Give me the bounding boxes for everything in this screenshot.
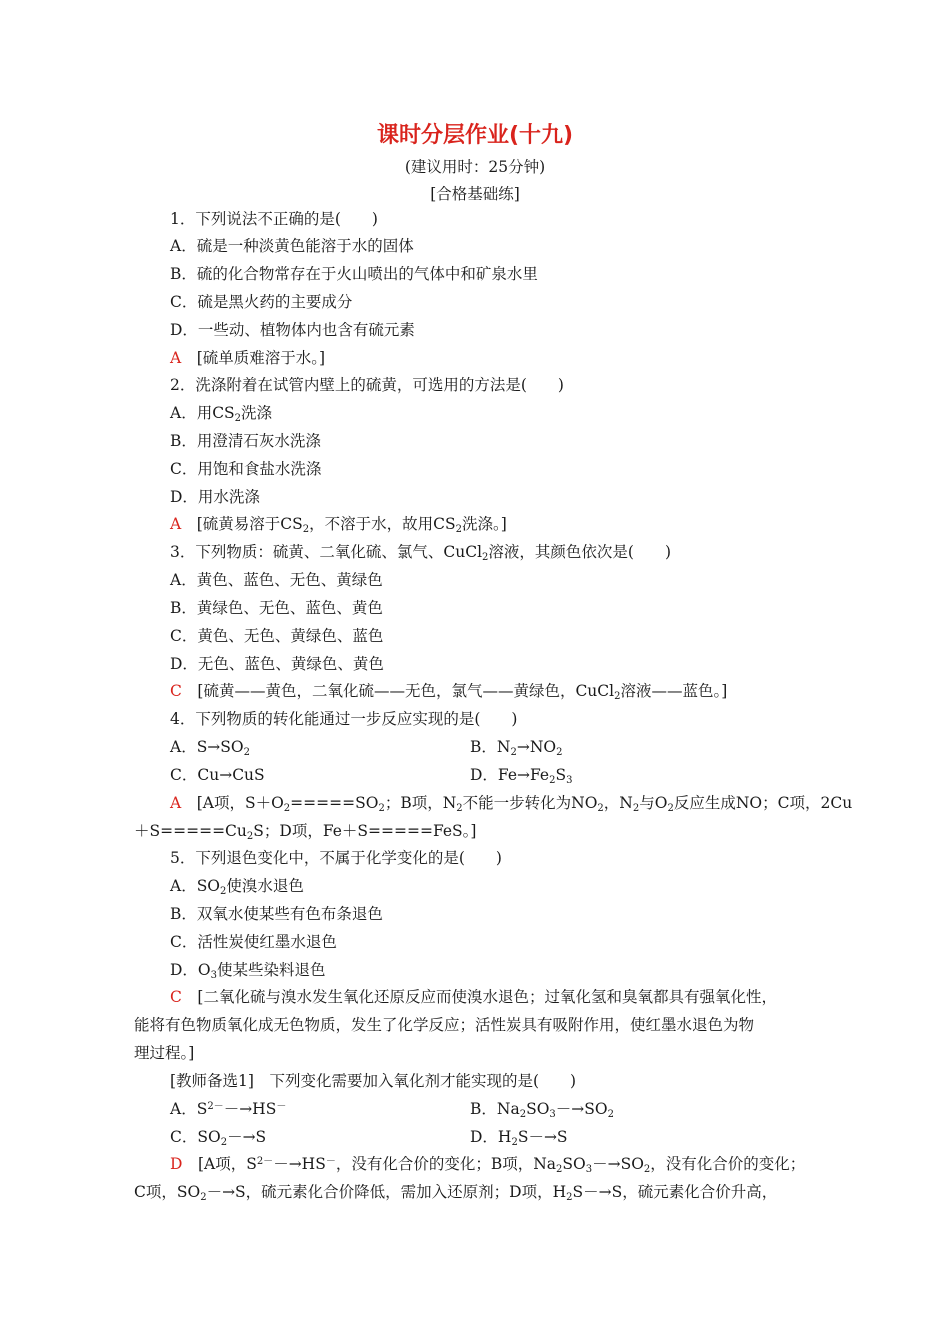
question-5-option-d: D．$O_3$使某些染料退色 xyxy=(170,961,326,981)
question-5-answer: C [二氧化硫与溴水发生氧化还原反应而使溴水退色；过氧化氢和臭氧都具有强氧化性， xyxy=(170,988,777,1006)
question-1-option-d: D．一些动、植物体内也含有硫元素 xyxy=(170,321,415,339)
question-4-answer: A [A项，$S+O_2=====SO_2$；B项，$N_2$不能一步转化为$NO_2$，$N_2$与$O_2$反应生成NO；C项，2Cu xyxy=(170,794,853,814)
question-5-option-a: A．$SO_2$使溴水退色 xyxy=(170,877,304,897)
answer-letter: C xyxy=(170,988,182,1006)
question-5-answer-cont-2: 理过程。] xyxy=(134,1044,195,1062)
question-5-option-b: B．双氧水使某些有色布条退色 xyxy=(170,905,383,923)
answer-letter: A xyxy=(170,794,182,812)
question-5-answer-cont-1: 能将有色物质氧化成无色物质，发生了化学反应；活性炭具有吸附作用，使红墨水退色为物 xyxy=(134,1016,755,1034)
question-3-stem: 3．下列物质：硫黄、二氧化硫、氯气、CuCl$_2$溶液，其颜色依次是( ) xyxy=(170,543,672,563)
question-2-answer: A [硫黄易溶于$CS_2$，不溶于水，故用$CS_2$洗涤。] xyxy=(170,515,507,535)
question-3-option-d: D．无色、蓝色、黄绿色、黄色 xyxy=(170,655,384,673)
teacher-question-option-d: D．$H_2S-\to S$ xyxy=(470,1128,568,1148)
answer-letter: A xyxy=(170,515,182,533)
question-1-option-b: B．硫的化合物常存在于火山喷出的气体中和矿泉水里 xyxy=(170,265,538,283)
page-title: 课时分层作业(十九) xyxy=(376,123,574,148)
question-4-option-a: A．$S\to SO_2$ xyxy=(170,738,251,758)
teacher-question-answer-cont: C项，$SO_2-\to S$，硫元素化合价降低，需加入还原剂；D项，$H_2S-\to S$，硫元素化合价升高， xyxy=(134,1183,778,1203)
answer-letter: C xyxy=(170,682,182,700)
teacher-question-answer: D [A项，$S^{2-}-\to HS^-$，没有化合价的变化；B项，$Na_2SO_3-\to SO_2$，没有化合价的变化； xyxy=(170,1155,806,1175)
question-1-stem: 1．下列说法不正确的是( ) xyxy=(170,210,378,228)
question-4-answer-cont: $+S=====Cu_2S$；D项，Fe＋S=====FeS。] xyxy=(134,822,477,842)
question-5-option-c: C．活性炭使红墨水退色 xyxy=(170,933,337,951)
question-4-stem: 4．下列物质的转化能通过一步反应实现的是( ) xyxy=(170,710,518,728)
question-4-option-c: C．Cu→CuS xyxy=(170,766,265,784)
time-suggestion: (建议用时：25分钟) xyxy=(404,158,546,176)
question-2-stem: 2．洗涤附着在试管内壁上的硫黄，可选用的方法是( ) xyxy=(170,376,564,394)
question-1-option-c: C．硫是黑火药的主要成分 xyxy=(170,293,353,311)
question-3-option-a: A．黄色、蓝色、无色、黄绿色 xyxy=(170,571,383,589)
answer-explanation: [硫单质难溶于水。] xyxy=(196,349,326,367)
question-4-option-b: B．$N_2\to NO_2$ xyxy=(470,738,563,758)
teacher-question-option-c: C．$SO_2-\to S$ xyxy=(170,1128,267,1148)
question-1-answer xyxy=(170,346,325,368)
teacher-question-stem: [教师备选1] 下列变化需要加入氧化剂才能实现的是( ) xyxy=(170,1072,577,1090)
question-2-option-c: C．用饱和食盐水洗涤 xyxy=(170,460,322,478)
section-heading: [合格基础练] xyxy=(430,185,520,203)
question-2-option-b: B．用澄清石灰水洗涤 xyxy=(170,432,321,450)
question-3-answer: C [硫黄——黄色，二氧化硫——无色，氯气——黄绿色，CuCl$_2$溶液——蓝色。] xyxy=(170,682,728,702)
question-2-option-d: D．用水洗涤 xyxy=(170,488,260,506)
answer-letter: D xyxy=(170,1155,183,1173)
question-2-option-a: A．用$CS_2$洗涤 xyxy=(170,404,273,424)
answer-letter: A xyxy=(170,349,182,367)
question-3-option-b: B．黄绿色、无色、蓝色、黄色 xyxy=(170,599,383,617)
teacher-question-option-b: B．$Na_2SO_3-\to SO_2$ xyxy=(470,1100,614,1120)
question-3-option-c: C．黄色、无色、黄绿色、蓝色 xyxy=(170,627,384,645)
question-4-option-d: D．$Fe\to Fe_2S_3$ xyxy=(470,766,573,786)
teacher-question-option-a: A．$S^{2-}-\to HS^-$ xyxy=(170,1100,287,1118)
question-5-stem: 5．下列退色变化中，不属于化学变化的是( ) xyxy=(170,849,502,867)
question-1-option-a: A．硫是一种淡黄色能溶于水的固体 xyxy=(170,237,414,255)
